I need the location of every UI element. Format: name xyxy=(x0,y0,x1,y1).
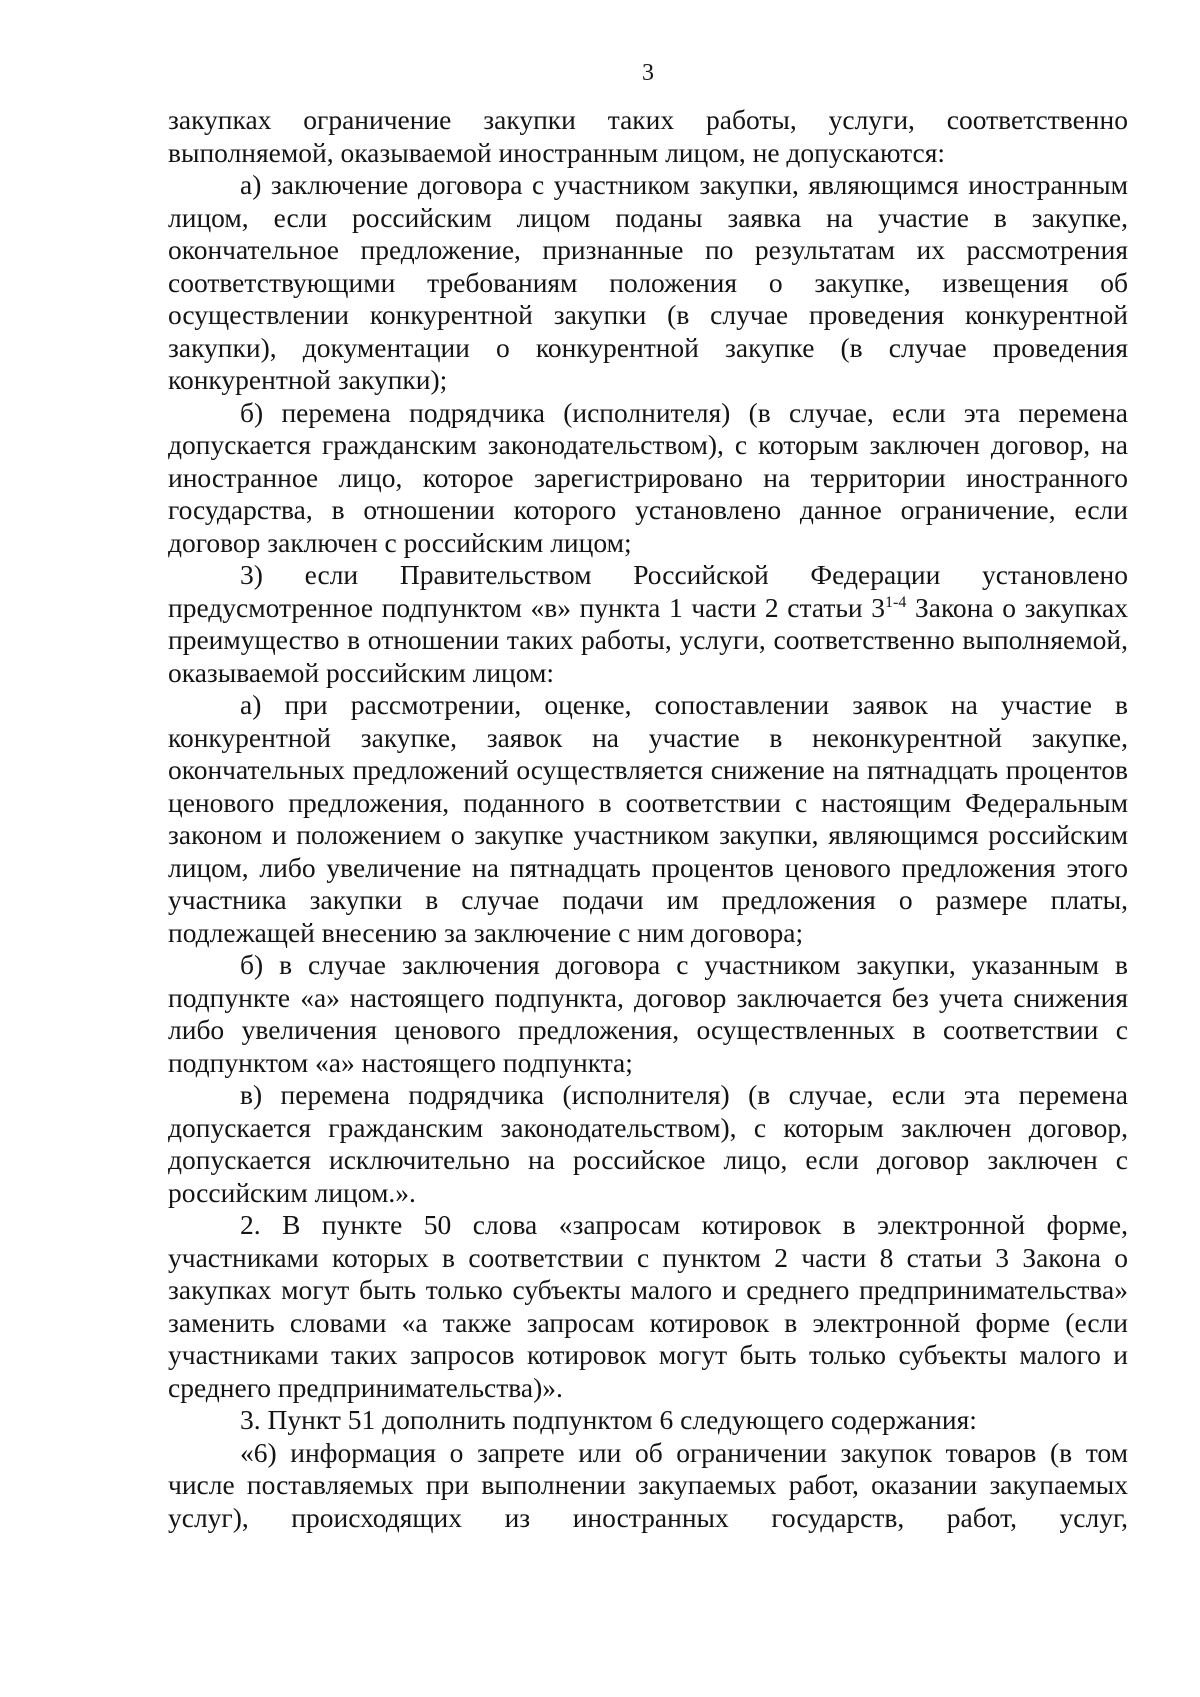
paragraph-point-2: 2. В пункте 50 слова «запросам котировок в электронной форме, участниками которых в соответствии с пунктом 2 части 8 статьи 3 Закона о закупках могут быть только субъекты малого и среднего предпринимательства» заменить словами «а также запросам котировок в электронной форме (если участниками таких запросов котировок могут быть только субъекты малого и среднего предпринимательства)». xyxy=(168,1209,1128,1403)
paragraph-subpoint-6: «6) информация о запрете или об ограничении закупок товаров (в том числе поставляемых при выполнении закупаемых работ, оказании закупаемых услуг), происходящих из иностранных государств, работ, услуг, xyxy=(168,1436,1128,1533)
paragraph-item-3v: в) перемена подрядчика (исполнителя) (в случае, если эта перемена допускается гражданским законодательством), с которым заключен договор, допускается исключительно на российское лицо, если договор заключен с российским лицом.». xyxy=(168,1079,1128,1208)
paragraph-point-3: 3. Пункт 51 дополнить подпунктом 6 следующего содержания: xyxy=(240,1404,977,1435)
paragraph-item-3b: б) в случае заключения договора с участником закупки, указанным в подпункте «а» настоящего подпункта, договор заключается без учета снижения либо увеличения ценового предложения, осуществленных в соответствии с подпунктом «а» настоящего подпункта; xyxy=(168,949,1128,1078)
document-body xyxy=(168,104,1128,1534)
paragraph-continuation: закупках ограничение закупки таких работы, услуги, соответственно выполняемой, оказываемой иностранным лицом, не допускаются: xyxy=(168,104,1128,168)
paragraph-item-b: б) перемена подрядчика (исполнителя) (в случае, если эта перемена допускается гражданским законодательством), с которым заключен договор, на иностранное лицо, которое зарегистрировано на территории иностранного государства, в отношении которого установлено данное ограничение, если договор заключен с российским лицом; xyxy=(168,396,1128,558)
page-number: 3 xyxy=(642,60,654,86)
paragraph-item-3a: а) при рассмотрении, оценке, сопоставлении заявок на участие в конкурентной закупке, заявок на участие в неконкурентной закупке, окончательных предложений осуществляется снижение на пятнадцать процентов ценового предложения, поданного в соответствии с настоящим Федеральным законом и положением о закупке участником закупки, являющимся российским лицом, либо увеличение на пятнадцать процентов ценового предложения этого участника закупки в случае подачи им предложения о размере платы, подлежащей внесению за заключение с ним договора; xyxy=(168,689,1128,948)
superscript-article-number: 1-4 xyxy=(885,593,907,611)
paragraph-item-3-text-after: Закона о закупках преимущество в отношении таких работы, услуги, соответственно выполняемой, оказываемой российским лицом: xyxy=(168,591,1128,688)
paragraph-item-a: а) заключение договора с участником закупки, являющимся иностранным лицом, если российским лицом поданы заявка на участие в закупке, окончательное предложение, признанные по результатам их рассмотрения соответствующими требованиям положения о закупке, извещения об осуществлении конкурентной закупки (в случае проведения конкурентной закупки), документации о конкурентной закупке (в случае проведения конкурентной закупки); xyxy=(168,169,1128,395)
paragraph-item-3-text-before: 3) если Правительством Российской Федерации установлено предусмотренное подпунктом «в» пункта 1 части 2 статьи 3 xyxy=(168,559,1128,623)
paragraph-item-3 xyxy=(168,559,1128,689)
